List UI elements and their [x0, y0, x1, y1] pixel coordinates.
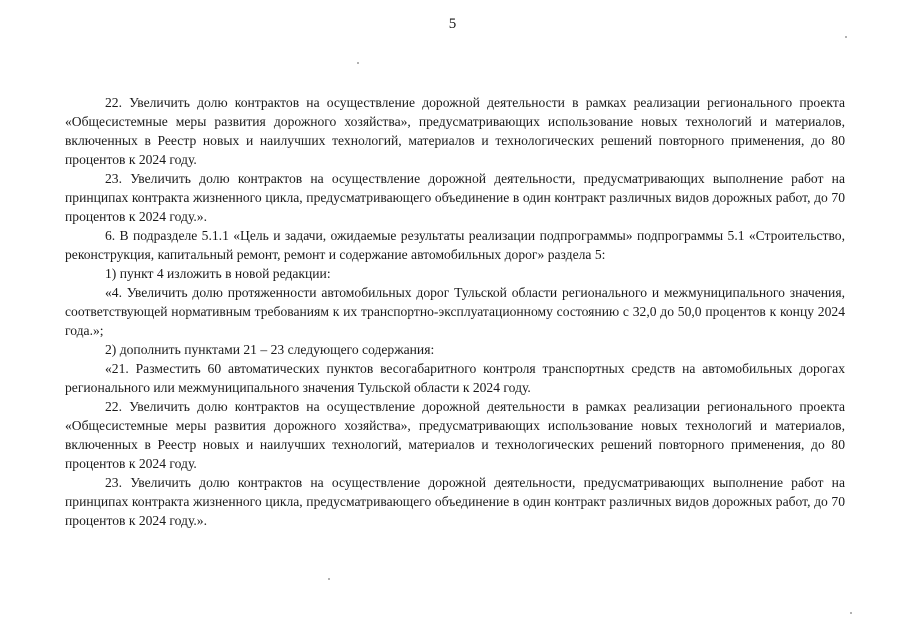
- paragraph-item-23: 23. Увеличить долю контрактов на осуществление дорожной деятельности, предусматривающих выполнение работ на принципах контракта жизненного цикла, предусматривающего объединение в один контракт различных видов дорожных работ, до 70 процентов к 2024 году.».: [65, 171, 845, 224]
- scan-speck: [328, 578, 330, 580]
- scan-speck: [845, 36, 847, 38]
- scan-speck: [357, 62, 359, 64]
- paragraph-item-22: 22. Увеличить долю контрактов на осуществление дорожной деятельности в рамках реализации регионального проекта «Общесистемные меры развития дорожного хозяйства», предусматривающих использование новых технологий и материалов, включенных в Реестр новых и наилучших технологий, материалов и технологических решений повторного применения, до 80 процентов к 2024 году.: [65, 95, 845, 167]
- document-body: [65, 93, 845, 530]
- paragraph-subitem-1: 1) пункт 4 изложить в новой редакции:: [105, 266, 331, 281]
- page-number: 5: [448, 16, 457, 32]
- paragraph-subitem-2: 2) дополнить пунктами 21 – 23 следующего содержания:: [105, 342, 435, 357]
- paragraph-section-6: 6. В подразделе 5.1.1 «Цель и задачи, ожидаемые результаты реализации подпрограммы» подпрограммы 5.1 «Строительство, реконструкция, капитальный ремонт, ремонт и содержание автомобильных дорог» раздела 5:: [65, 228, 845, 262]
- paragraph-item-4: «4. Увеличить долю протяженности автомобильных дорог Тульской области регионального и межмуниципального значения, соответствующей нормативным требованиям к их транспортно-эксплуатационному состоянию с 32,0 до 50,0 процентов к концу 2024 года.»;: [65, 285, 845, 338]
- scan-speck: [850, 612, 852, 614]
- paragraph-item-22-repeat: 22. Увеличить долю контрактов на осуществление дорожной деятельности в рамках реализации регионального проекта «Общесистемные меры развития дорожного хозяйства», предусматривающих использование новых технологий и материалов, включенных в Реестр новых и наилучших технологий, материалов и технологических решений повторного применения, до 80 процентов к 2024 году.: [65, 399, 845, 471]
- paragraph-item-23-repeat: 23. Увеличить долю контрактов на осуществление дорожной деятельности, предусматривающих выполнение работ на принципах контракта жизненного цикла, предусматривающего объединение в один контракт различных видов дорожных работ, до 70 процентов к 2024 году.».: [65, 475, 845, 528]
- paragraph-item-21: «21. Разместить 60 автоматических пунктов весогабаритного контроля транспортных средств на автомобильных дорогах регионального или межмуниципального значения Тульской области к 2024 году.: [65, 361, 845, 395]
